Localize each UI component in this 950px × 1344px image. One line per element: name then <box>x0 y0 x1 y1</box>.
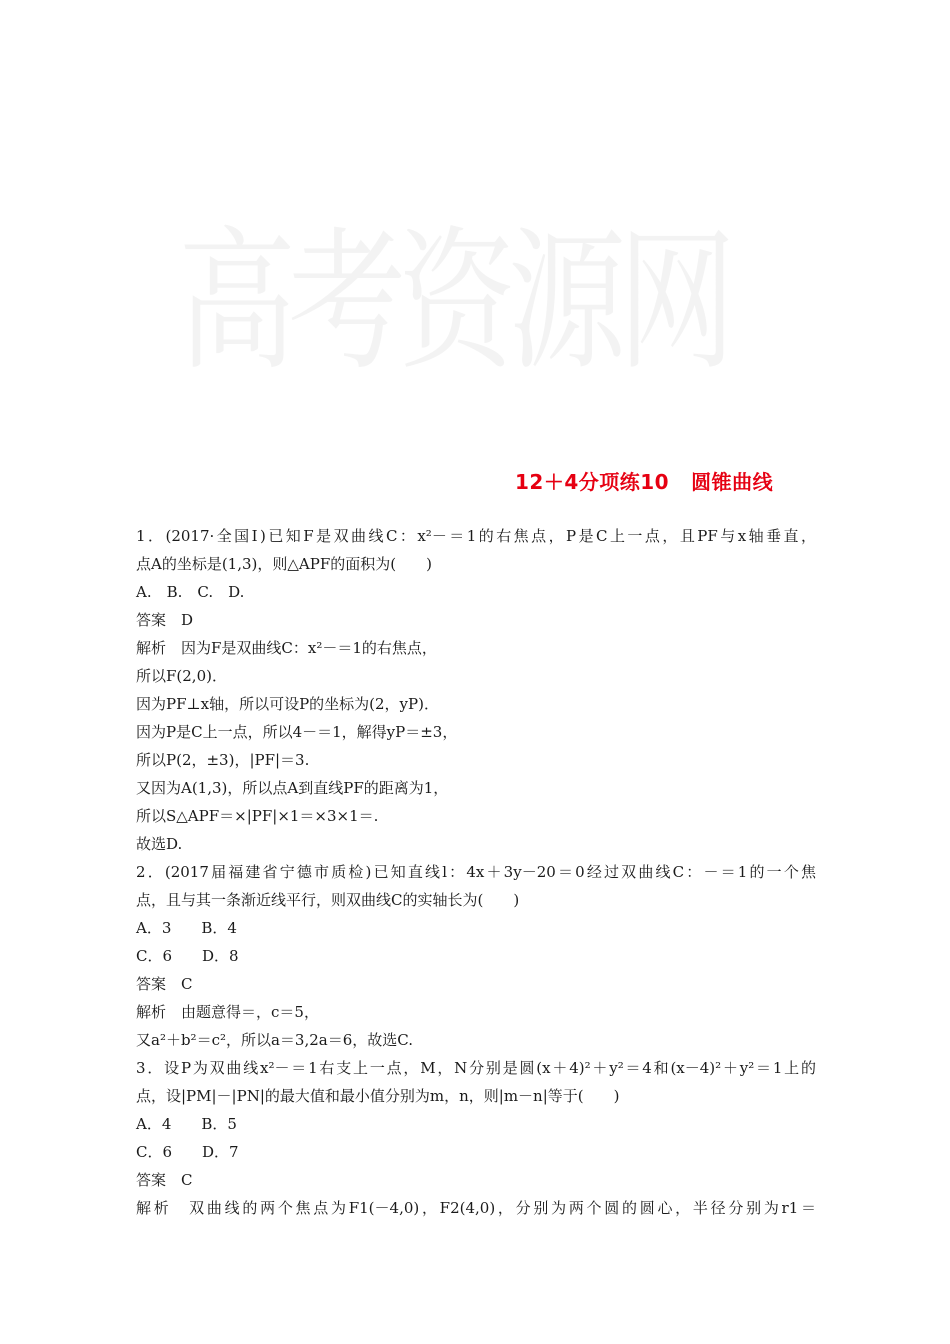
title-main: 12＋4分项练10 <box>515 470 670 494</box>
text-line: 故选D. <box>136 835 183 853</box>
title-topic: 圆锥曲线 <box>691 470 774 494</box>
text-line: 解析 因为F是双曲线C：x²－＝1的右焦点， <box>136 639 437 657</box>
page-title <box>515 466 773 495</box>
text-line: 又a²＋b²＝c²，所以a＝3,2a＝6，故选C. <box>136 1031 413 1049</box>
text-line: 所以F(2,0)． <box>136 667 227 685</box>
text-line: 1．(2017·全国Ⅰ)已知F是双曲线C：x²－＝1的右焦点，P是C上一点，且PF与x轴垂直， <box>136 527 816 545</box>
text-line: 点A的坐标是(1,3)，则△APF的面积为( ) <box>136 555 432 573</box>
answer-options: A．4 B．5 <box>136 1115 237 1133</box>
answer-options: C．6 D．8 <box>136 947 239 965</box>
answer-options: C．6 D．7 <box>136 1143 239 1161</box>
text-line: 因为PF⊥x轴，所以可设P的坐标为(2，yP)． <box>136 695 439 713</box>
text-line: 所以S△APF＝×|PF|×1＝×3×1＝. <box>136 807 379 825</box>
answer-line: 答案 C <box>136 1171 193 1189</box>
text-line: 解析 由题意得＝，c＝5， <box>136 1003 319 1021</box>
text-line: 解析 双曲线的两个焦点为F1(－4,0)，F2(4,0)，分别为两个圆的圆心，半径分别为r1＝ <box>136 1199 816 1217</box>
answer-line: 答案 D <box>136 611 194 629</box>
text-line: 因为P是C上一点，所以4－＝1，解得yP＝±3， <box>136 723 458 741</box>
answer-options: A. B. C. D. <box>136 583 245 601</box>
text-line: 3．设P为双曲线x²－＝1右支上一点，M，N分别是圆(x＋4)²＋y²＝4和(x－4)²＋y²＝1上的 <box>136 1059 816 1077</box>
text-line: 所以P(2，±3)，|PF|＝3. <box>136 751 310 769</box>
text-line: 点，设|PM|－|PN|的最大值和最小值分别为m，n，则|m－n|等于( ) <box>136 1087 620 1105</box>
text-line: 又因为A(1,3)，所以点A到直线PF的距离为1， <box>136 779 449 797</box>
answer-options: A．3 B．4 <box>136 919 237 937</box>
text-line: 点，且与其一条渐近线平行，则双曲线C的实轴长为( ) <box>136 891 520 909</box>
answer-line: 答案 C <box>136 975 193 993</box>
document-body <box>136 522 816 1222</box>
text-line: 2．(2017届福建省宁德市质检)已知直线l：4x＋3y－20＝0经过双曲线C：－＝1的一个焦 <box>136 863 816 881</box>
watermark: 高考资源网 <box>178 211 729 392</box>
